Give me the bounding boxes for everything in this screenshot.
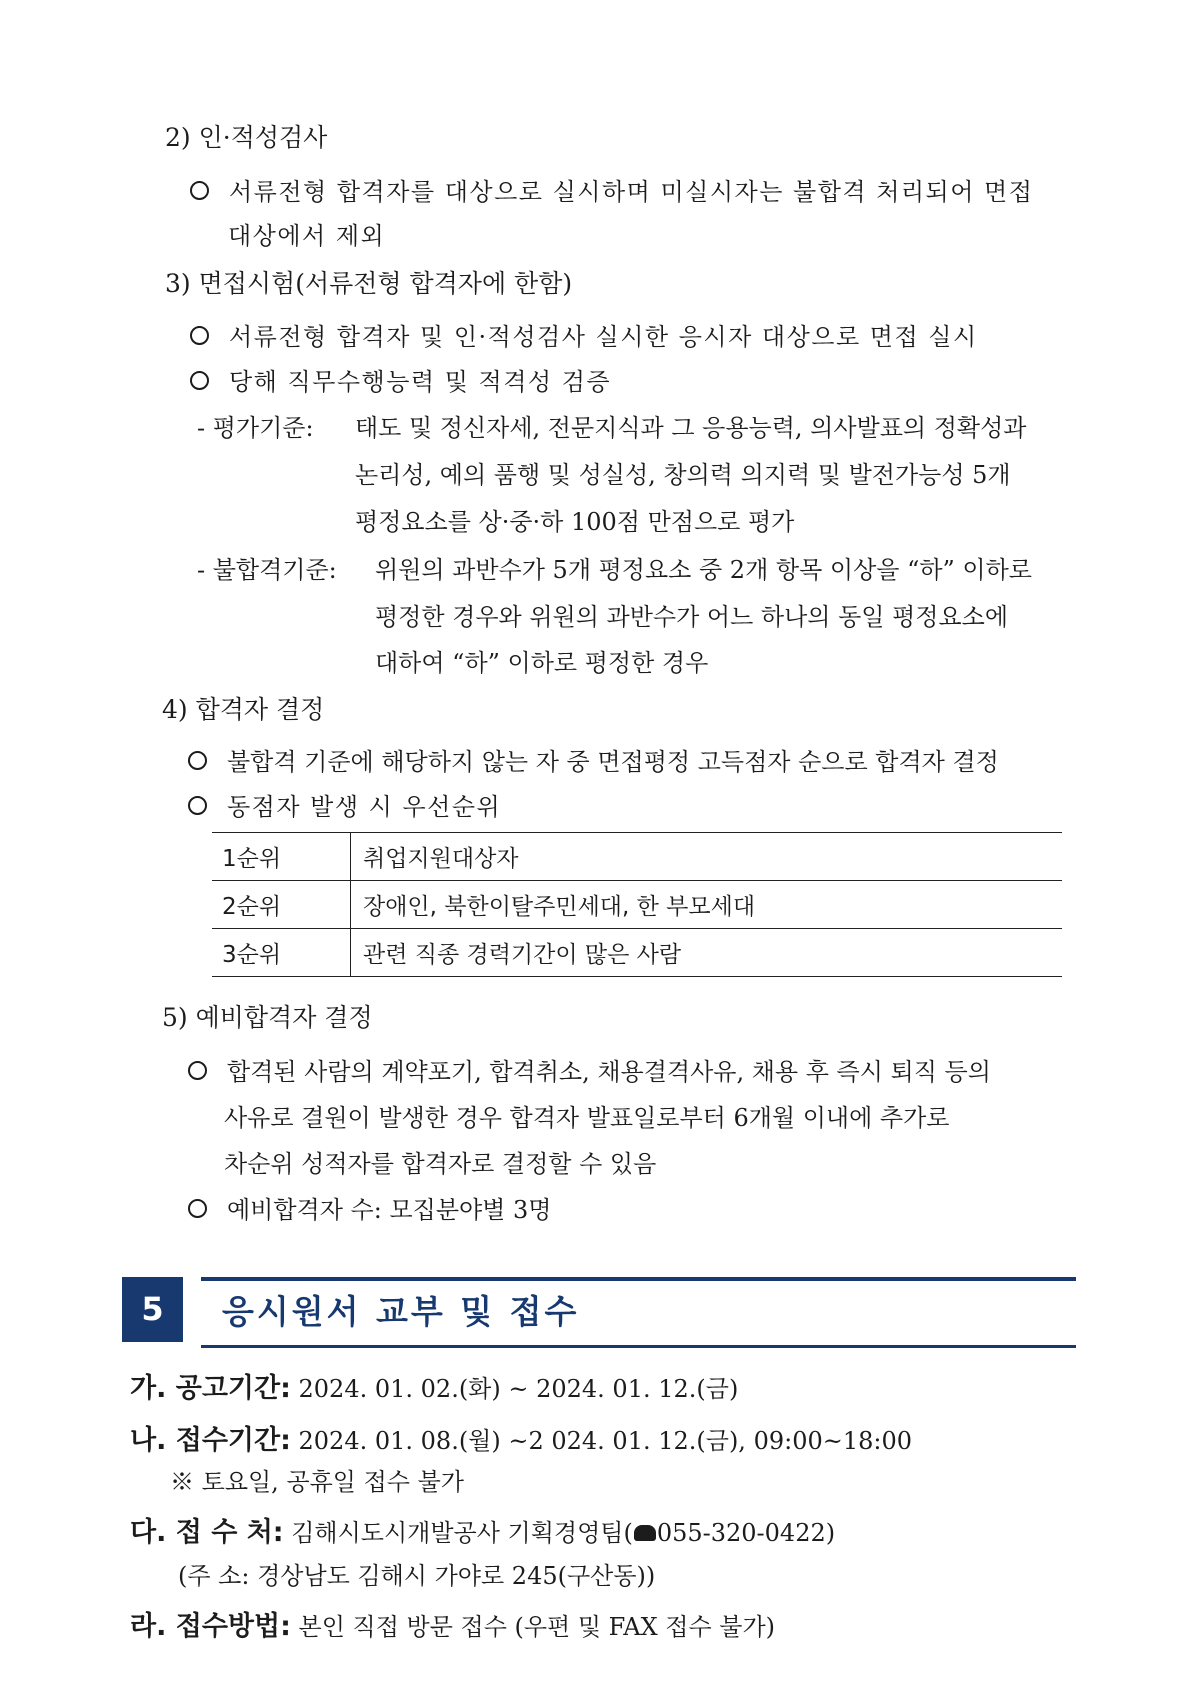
- circle-bullet-icon: [190, 326, 209, 345]
- section-bottom-rule: [201, 1345, 1076, 1348]
- detail-da-phone: 055-320-0422): [656, 1519, 836, 1547]
- table-row: [212, 929, 1062, 977]
- criteria-line-1: 태도 및 정신자세, 전문지식과 그 응용능력, 의사발표의 정확성과: [355, 414, 1027, 442]
- fail-criteria-line-1: 위원의 과반수가 5개 평정요소 중 2개 항목 이상을 “하” 이하로: [375, 556, 1032, 584]
- section-title: 응시원서 교부 및 접수: [222, 1292, 580, 1331]
- s5-bullet-1-line-3: 차순위 성적자를 합격자로 결정할 수 있음: [224, 1150, 657, 1178]
- s3-bullet-2: 당해 직무수행능력 및 적격성 검증: [190, 362, 611, 397]
- rank-cell: 1순위: [212, 833, 351, 881]
- criteria-line-2: 논리성, 예의 품행 및 성실성, 창의력 의지력 및 발전가능성 5개: [355, 461, 1011, 489]
- priority-table: [212, 832, 1062, 977]
- desc-cell: 장애인, 북한이탈주민세대, 한 부모세대: [351, 881, 1063, 929]
- section-2-heading: 2) 인·적성검사: [165, 123, 328, 152]
- detail-da-label: 다. 접 수 처:: [130, 1517, 284, 1548]
- desc-cell: 취업지원대상자: [351, 833, 1063, 881]
- section-4-heading: 4) 합격자 결정: [162, 695, 325, 724]
- circle-bullet-icon: [190, 371, 209, 390]
- detail-na: [130, 1418, 912, 1457]
- phone-icon: [634, 1525, 656, 1541]
- s3-bullet-1: 서류전형 합격자 및 인·적성검사 실시한 응시자 대상으로 면접 실시: [190, 317, 978, 352]
- desc-cell: 관련 직종 경력기간이 많은 사람: [351, 929, 1063, 977]
- detail-da-value: 김해시도시개발공사 기획경영팀(: [291, 1519, 633, 1547]
- circle-bullet-icon: [188, 796, 207, 815]
- s4-bullet-1: 불합격 기준에 해당하지 않는 자 중 면접평정 고득점자 순으로 합격자 결정: [188, 742, 999, 777]
- circle-bullet-icon: [188, 751, 207, 770]
- detail-na-value: 2024. 01. 08.(월) ~2 024. 01. 12.(금), 09:00~18:00: [298, 1427, 913, 1455]
- detail-na-label: 나. 접수기간:: [130, 1425, 291, 1456]
- circle-bullet-icon: [188, 1199, 207, 1218]
- fail-criteria-line-3: 대하여 “하” 이하로 평정한 경우: [375, 649, 709, 677]
- table-row: [212, 881, 1062, 929]
- detail-ga: [130, 1366, 738, 1405]
- s5-bullet-2: 예비합격자 수: 모집분야별 3명: [188, 1190, 551, 1225]
- rank-cell: 3순위: [212, 929, 351, 977]
- s4-bullet-2: 동점자 발생 시 우선순위: [188, 787, 501, 822]
- section-5-heading: 5) 예비합격자 결정: [162, 1003, 373, 1032]
- detail-ra-label: 라. 접수방법:: [130, 1611, 291, 1642]
- criteria-label: - 평가기준:: [197, 414, 314, 442]
- s5-bullet-1-line-2: 사유로 결원이 발생한 경우 합격자 발표일로부터 6개월 이내에 추가로: [224, 1104, 950, 1132]
- circle-bullet-icon: [188, 1061, 207, 1080]
- fail-criteria-line-2: 평정한 경우와 위원의 과반수가 어느 하나의 동일 평정요소에: [375, 603, 1009, 631]
- detail-ra-value: 본인 직접 방문 접수 (우편 및 FAX 접수 불가): [298, 1613, 776, 1641]
- detail-na-note: ※ 토요일, 공휴일 접수 불가: [170, 1468, 464, 1496]
- s2-bullet-1-cont: 대상에서 제외: [228, 222, 386, 250]
- section-3-heading: 3) 면접시험(서류전형 합격자에 한함): [165, 269, 573, 298]
- rank-cell: 2순위: [212, 881, 351, 929]
- circle-bullet-icon: [190, 181, 209, 200]
- section-number-box: 5: [122, 1277, 183, 1342]
- detail-ra: [130, 1604, 775, 1643]
- criteria-line-3: 평정요소를 상·중·하 100점 만점으로 평가: [355, 508, 795, 536]
- s2-bullet-1: 서류전형 합격자를 대상으로 실시하며 미실시자는 불합격 처리되어 면접: [190, 172, 1033, 207]
- detail-ga-label: 가. 공고기간:: [130, 1373, 291, 1404]
- detail-da-address: (주 소: 경상남도 김해시 가야로 245(구산동)): [178, 1562, 656, 1590]
- section-top-rule: [201, 1277, 1076, 1281]
- s5-bullet-1: 합격된 사람의 계약포기, 합격취소, 채용결격사유, 채용 후 즉시 퇴직 등의: [188, 1052, 991, 1087]
- detail-ga-value: 2024. 01. 02.(화) ~ 2024. 01. 12.(금): [298, 1375, 739, 1403]
- fail-criteria-label: - 불합격기준:: [197, 556, 337, 584]
- table-row: [212, 833, 1062, 881]
- detail-da: [130, 1510, 835, 1549]
